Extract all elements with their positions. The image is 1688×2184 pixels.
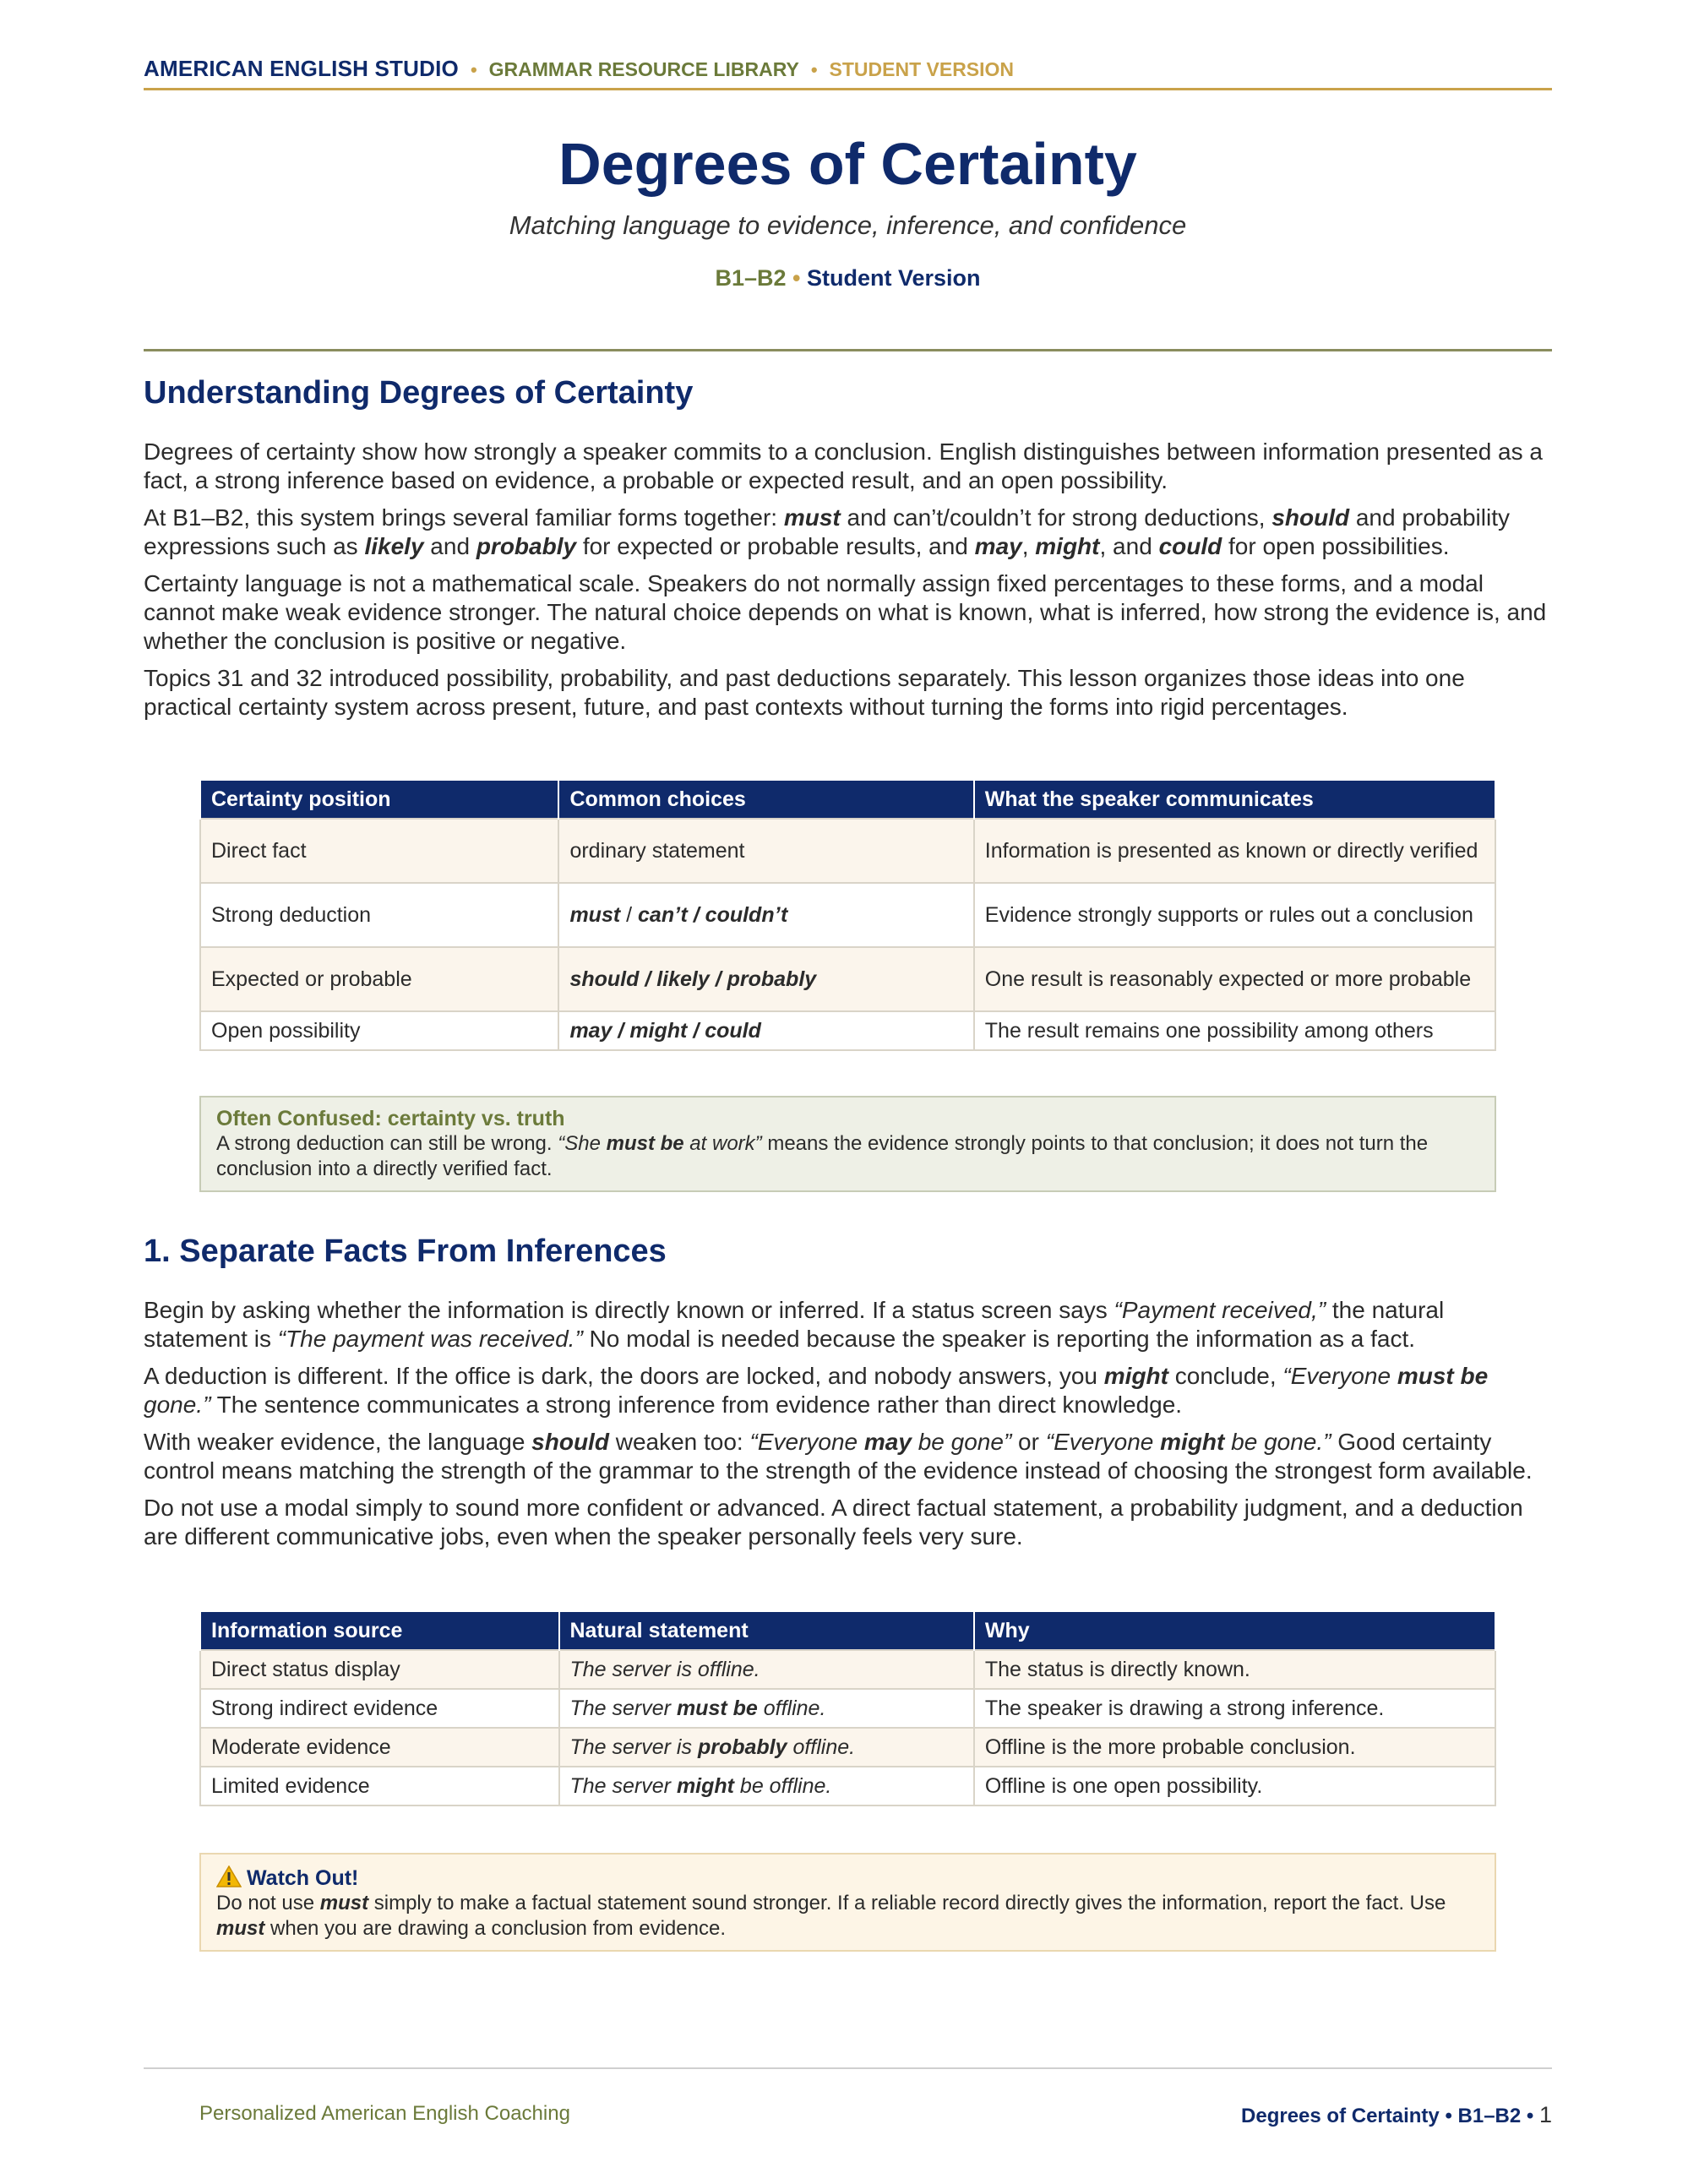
table-cell: ordinary statement (558, 819, 973, 883)
table-cell: Strong deduction (200, 883, 558, 947)
paragraph: Do not use a modal simply to sound more confident or advanced. A direct factual statement, a probability judgment, and a deduction are different communicative jobs, even when the speaker personally feels very sure. (144, 1495, 1523, 1549)
callout-body: Do not use must simply to make a factual statement sound stronger. If a reliable record directly gives the information, report the fact. Use must when you are drawing a conclusion from evidence. (216, 1892, 1446, 1940)
title-divider (144, 349, 1552, 351)
table-cell: The server must be offline. (559, 1689, 974, 1728)
paragraph: Degrees of certainty show how strongly a speaker commits to a conclusion. English distinguishes between information presented as a fact, a strong inference based on evidence, a probable or expected result, and an open possibility. (144, 438, 1543, 493)
table-cell: Moderate evidence (200, 1728, 559, 1767)
level-line (144, 264, 1552, 292)
table-header: Information source (200, 1611, 559, 1650)
table-cell: One result is reasonably expected or more probable (974, 947, 1495, 1011)
table-cell: Evidence strongly supports or rules out a conclusion (974, 883, 1495, 947)
warning-icon (216, 1865, 242, 1887)
callout-title: Often Confused: certainty vs. truth (216, 1107, 565, 1130)
table-header: What the speaker communicates (974, 780, 1495, 819)
paragraph: Begin by asking whether the information is directly known or inferred. If a status screen says “Payment received,” the natural statement is “The payment was received.” No modal is needed because the speaker is reporting the information as a fact. (144, 1297, 1445, 1352)
footer-left: Personalized American English Coaching (199, 2102, 570, 2125)
table-row (200, 883, 1495, 947)
footer-right (1045, 2102, 1552, 2128)
table-cell: The speaker is drawing a strong inference. (974, 1689, 1495, 1728)
section-heading-facts-inferences: 1. Separate Facts From Inferences (144, 1234, 667, 1269)
table-cell: may / might / could (558, 1011, 973, 1050)
table-row (200, 1650, 1495, 1689)
table-cell: Direct fact (200, 819, 558, 883)
footer-divider (144, 2067, 1552, 2069)
table-cell: must / can’t / couldn’t (558, 883, 973, 947)
header-separator: • (470, 59, 477, 80)
section-understanding-body (144, 438, 1552, 730)
page-subtitle: Matching language to evidence, inference, and confidence (509, 210, 1187, 240)
table-row (200, 1728, 1495, 1767)
table-cell: Expected or probable (200, 947, 558, 1011)
page-title: Degrees of Certainty (558, 131, 1137, 197)
section-heading-understanding: Understanding Degrees of Certainty (144, 375, 694, 411)
paragraph: A deduction is different. If the office is dark, the doors are locked, and nobody answers, you might conclude, “Everyone must be gone.” The sentence communicates a strong inference from evidence rather than direct knowledge. (144, 1363, 1489, 1418)
title-block (144, 127, 1552, 292)
table-header: Certainty position (200, 780, 558, 819)
table-header: Why (974, 1611, 1495, 1650)
header-studio-name: AMERICAN ENGLISH STUDIO (144, 56, 459, 81)
table-header-row (200, 1611, 1495, 1650)
running-header (144, 56, 1552, 90)
table-header-row (200, 780, 1495, 819)
information-source-table (199, 1610, 1496, 1806)
table-cell: Strong indirect evidence (200, 1689, 559, 1728)
header-version: STUDENT VERSION (829, 58, 1015, 80)
section-facts-body (144, 1296, 1552, 1560)
callout-title: Watch Out! (216, 1863, 1479, 1891)
paragraph: Topics 31 and 32 introduced possibility, probability, and past deductions separately. This lesson organizes those ideas into one practical certainty system across present, future, and past contexts without turning the forms into rigid percentages. (144, 665, 1465, 720)
table-cell: should / likely / probably (558, 947, 973, 1011)
table-cell: The result remains one possibility among others (974, 1011, 1495, 1050)
level-dot: • (792, 265, 801, 291)
watch-out-callout (199, 1853, 1496, 1952)
table-cell: The server might be offline. (559, 1767, 974, 1805)
table-header: Common choices (558, 780, 973, 819)
paragraph: At B1–B2, this system brings several familiar forms together: must and can’t/couldn’t for strong deductions, should and probability expressions such as likely and probably for expected or probable results, and may, might, and could for open possibilities. (144, 504, 1510, 559)
table-cell: Offline is the more probable conclusion. (974, 1728, 1495, 1767)
table-cell: Offline is one open possibility. (974, 1767, 1495, 1805)
table-cell: Open possibility (200, 1011, 558, 1050)
certainty-table (199, 779, 1496, 1051)
level-range: B1–B2 (715, 265, 787, 291)
table-row (200, 1767, 1495, 1805)
often-confused-callout (199, 1096, 1496, 1192)
level-label: Student Version (806, 265, 981, 291)
table-cell: Information is presented as known or directly verified (974, 819, 1495, 883)
table-row (200, 947, 1495, 1011)
table-cell: Direct status display (200, 1650, 559, 1689)
header-library: GRAMMAR RESOURCE LIBRARY (488, 58, 799, 80)
table-cell: The server is probably offline. (559, 1728, 974, 1767)
paragraph: With weaker evidence, the language should weaken too: “Everyone may be gone” or “Everyone might be gone.” Good certainty control means matching the strength of the grammar to the strength of the evidence instead of choosing the strongest form available. (144, 1429, 1533, 1484)
callout-body: A strong deduction can still be wrong. “She must be at work” means the evidence strongly points to that conclusion; it does not turn the conclusion into a directly verified fact. (216, 1132, 1429, 1180)
table-row (200, 1011, 1495, 1050)
header-separator: • (810, 59, 818, 80)
table-cell: Limited evidence (200, 1767, 559, 1805)
footer-title: Degrees of Certainty • B1–B2 • (1241, 2105, 1534, 2127)
table-cell: The status is directly known. (974, 1650, 1495, 1689)
table-row (200, 819, 1495, 883)
paragraph: Certainty language is not a mathematical scale. Speakers do not normally assign fixed percentages to these forms, and a modal cannot make weak evidence stronger. The natural choice depends on what is known, what is inferred, how strong the evidence is, and whether the conclusion is positive or negative. (144, 570, 1547, 654)
page-number: 1 (1538, 2102, 1552, 2127)
table-header: Natural statement (559, 1611, 974, 1650)
table-row (200, 1689, 1495, 1728)
table-cell: The server is offline. (559, 1650, 974, 1689)
